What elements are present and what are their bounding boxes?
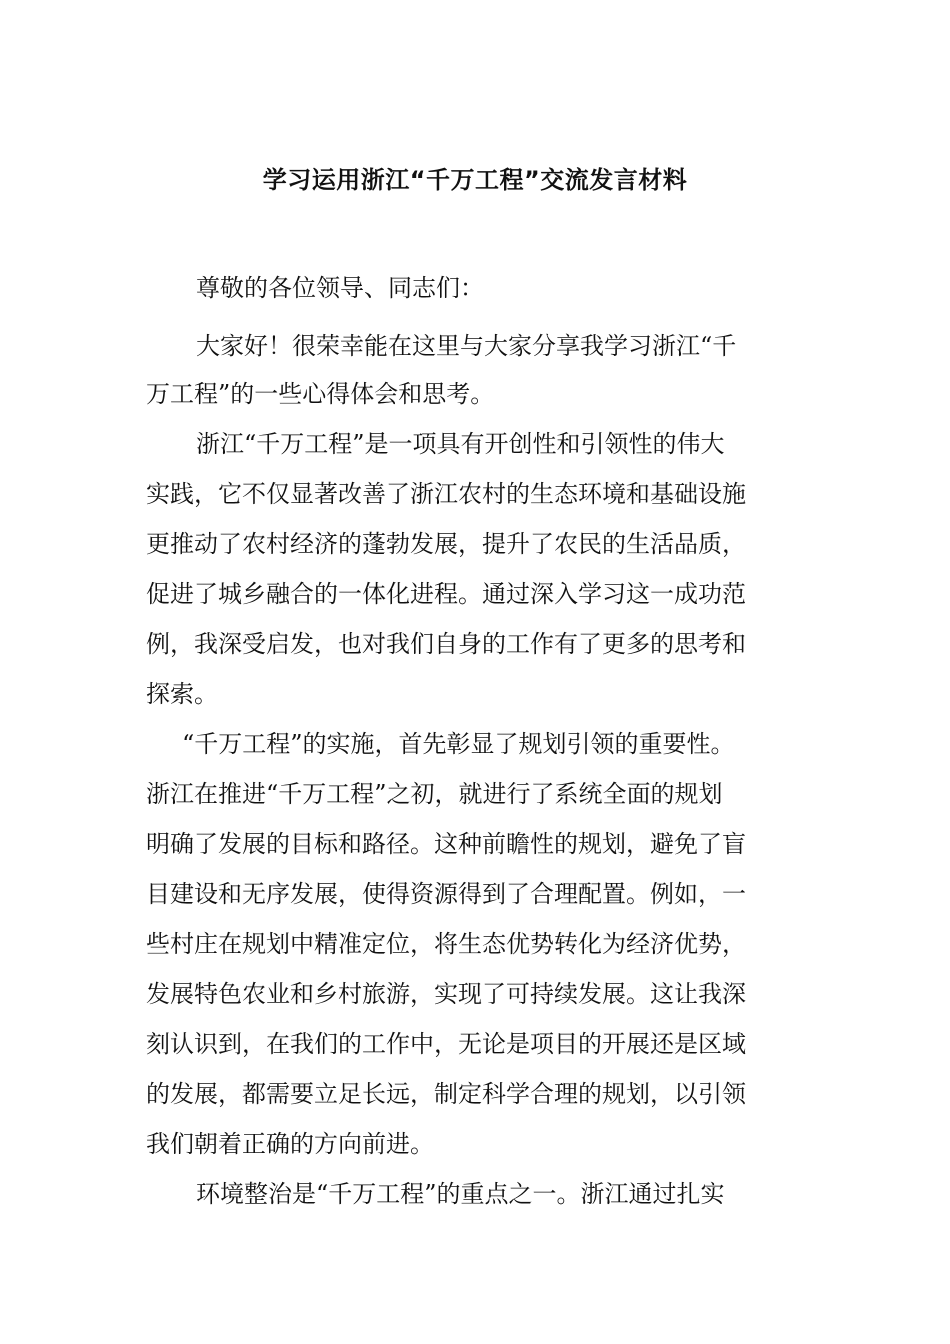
paragraph-line: 促进了城乡融合的一体化进程。通过深入学习这一成功范	[146, 580, 746, 608]
paragraph-line: 目建设和无序发展，使得资源得到了合理配置。例如，一	[146, 880, 746, 908]
document-title: 学习运用浙江“千万工程”交流发言材料	[262, 166, 688, 194]
paragraph-line: 环境整治是“千万工程”的重点之一。浙江通过扎实	[196, 1180, 725, 1208]
paragraph-line: 浙江在推进“千万工程”之初，就进行了系统全面的规划	[146, 780, 723, 808]
paragraph-line: 探索。	[146, 680, 218, 708]
salutation-line: 尊敬的各位领导、同志们：	[196, 274, 484, 302]
paragraph-line: 例，我深受启发，也对我们自身的工作有了更多的思考和	[146, 630, 746, 658]
paragraph-line: 更推动了农村经济的蓬勃发展，提升了农民的生活品质，	[146, 530, 746, 558]
paragraph-line: 万工程”的一些心得体会和思考。	[146, 380, 495, 408]
paragraph-line: 浙江“千万工程”是一项具有开创性和引领性的伟大	[196, 430, 725, 458]
paragraph-line: “千万工程”的实施，首先彰显了规划引领的重要性。	[182, 730, 735, 758]
paragraph-line: 实践，它不仅显著改善了浙江农村的生态环境和基础设施	[146, 480, 746, 508]
paragraph-line: 刻认识到，在我们的工作中，无论是项目的开展还是区域	[146, 1030, 746, 1058]
paragraph-line: 大家好！很荣幸能在这里与大家分享我学习浙江“千	[196, 332, 737, 360]
paragraph-line: 些村庄在规划中精准定位，将生态优势转化为经济优势，	[146, 930, 746, 958]
paragraph-line: 明确了发展的目标和路径。这种前瞻性的规划，避免了盲	[146, 830, 746, 858]
paragraph-line: 发展特色农业和乡村旅游，实现了可持续发展。这让我深	[146, 980, 746, 1008]
paragraph-line: 的发展，都需要立足长远，制定科学合理的规划，以引领	[146, 1080, 746, 1108]
paragraph-line: 我们朝着正确的方向前进。	[146, 1130, 434, 1158]
